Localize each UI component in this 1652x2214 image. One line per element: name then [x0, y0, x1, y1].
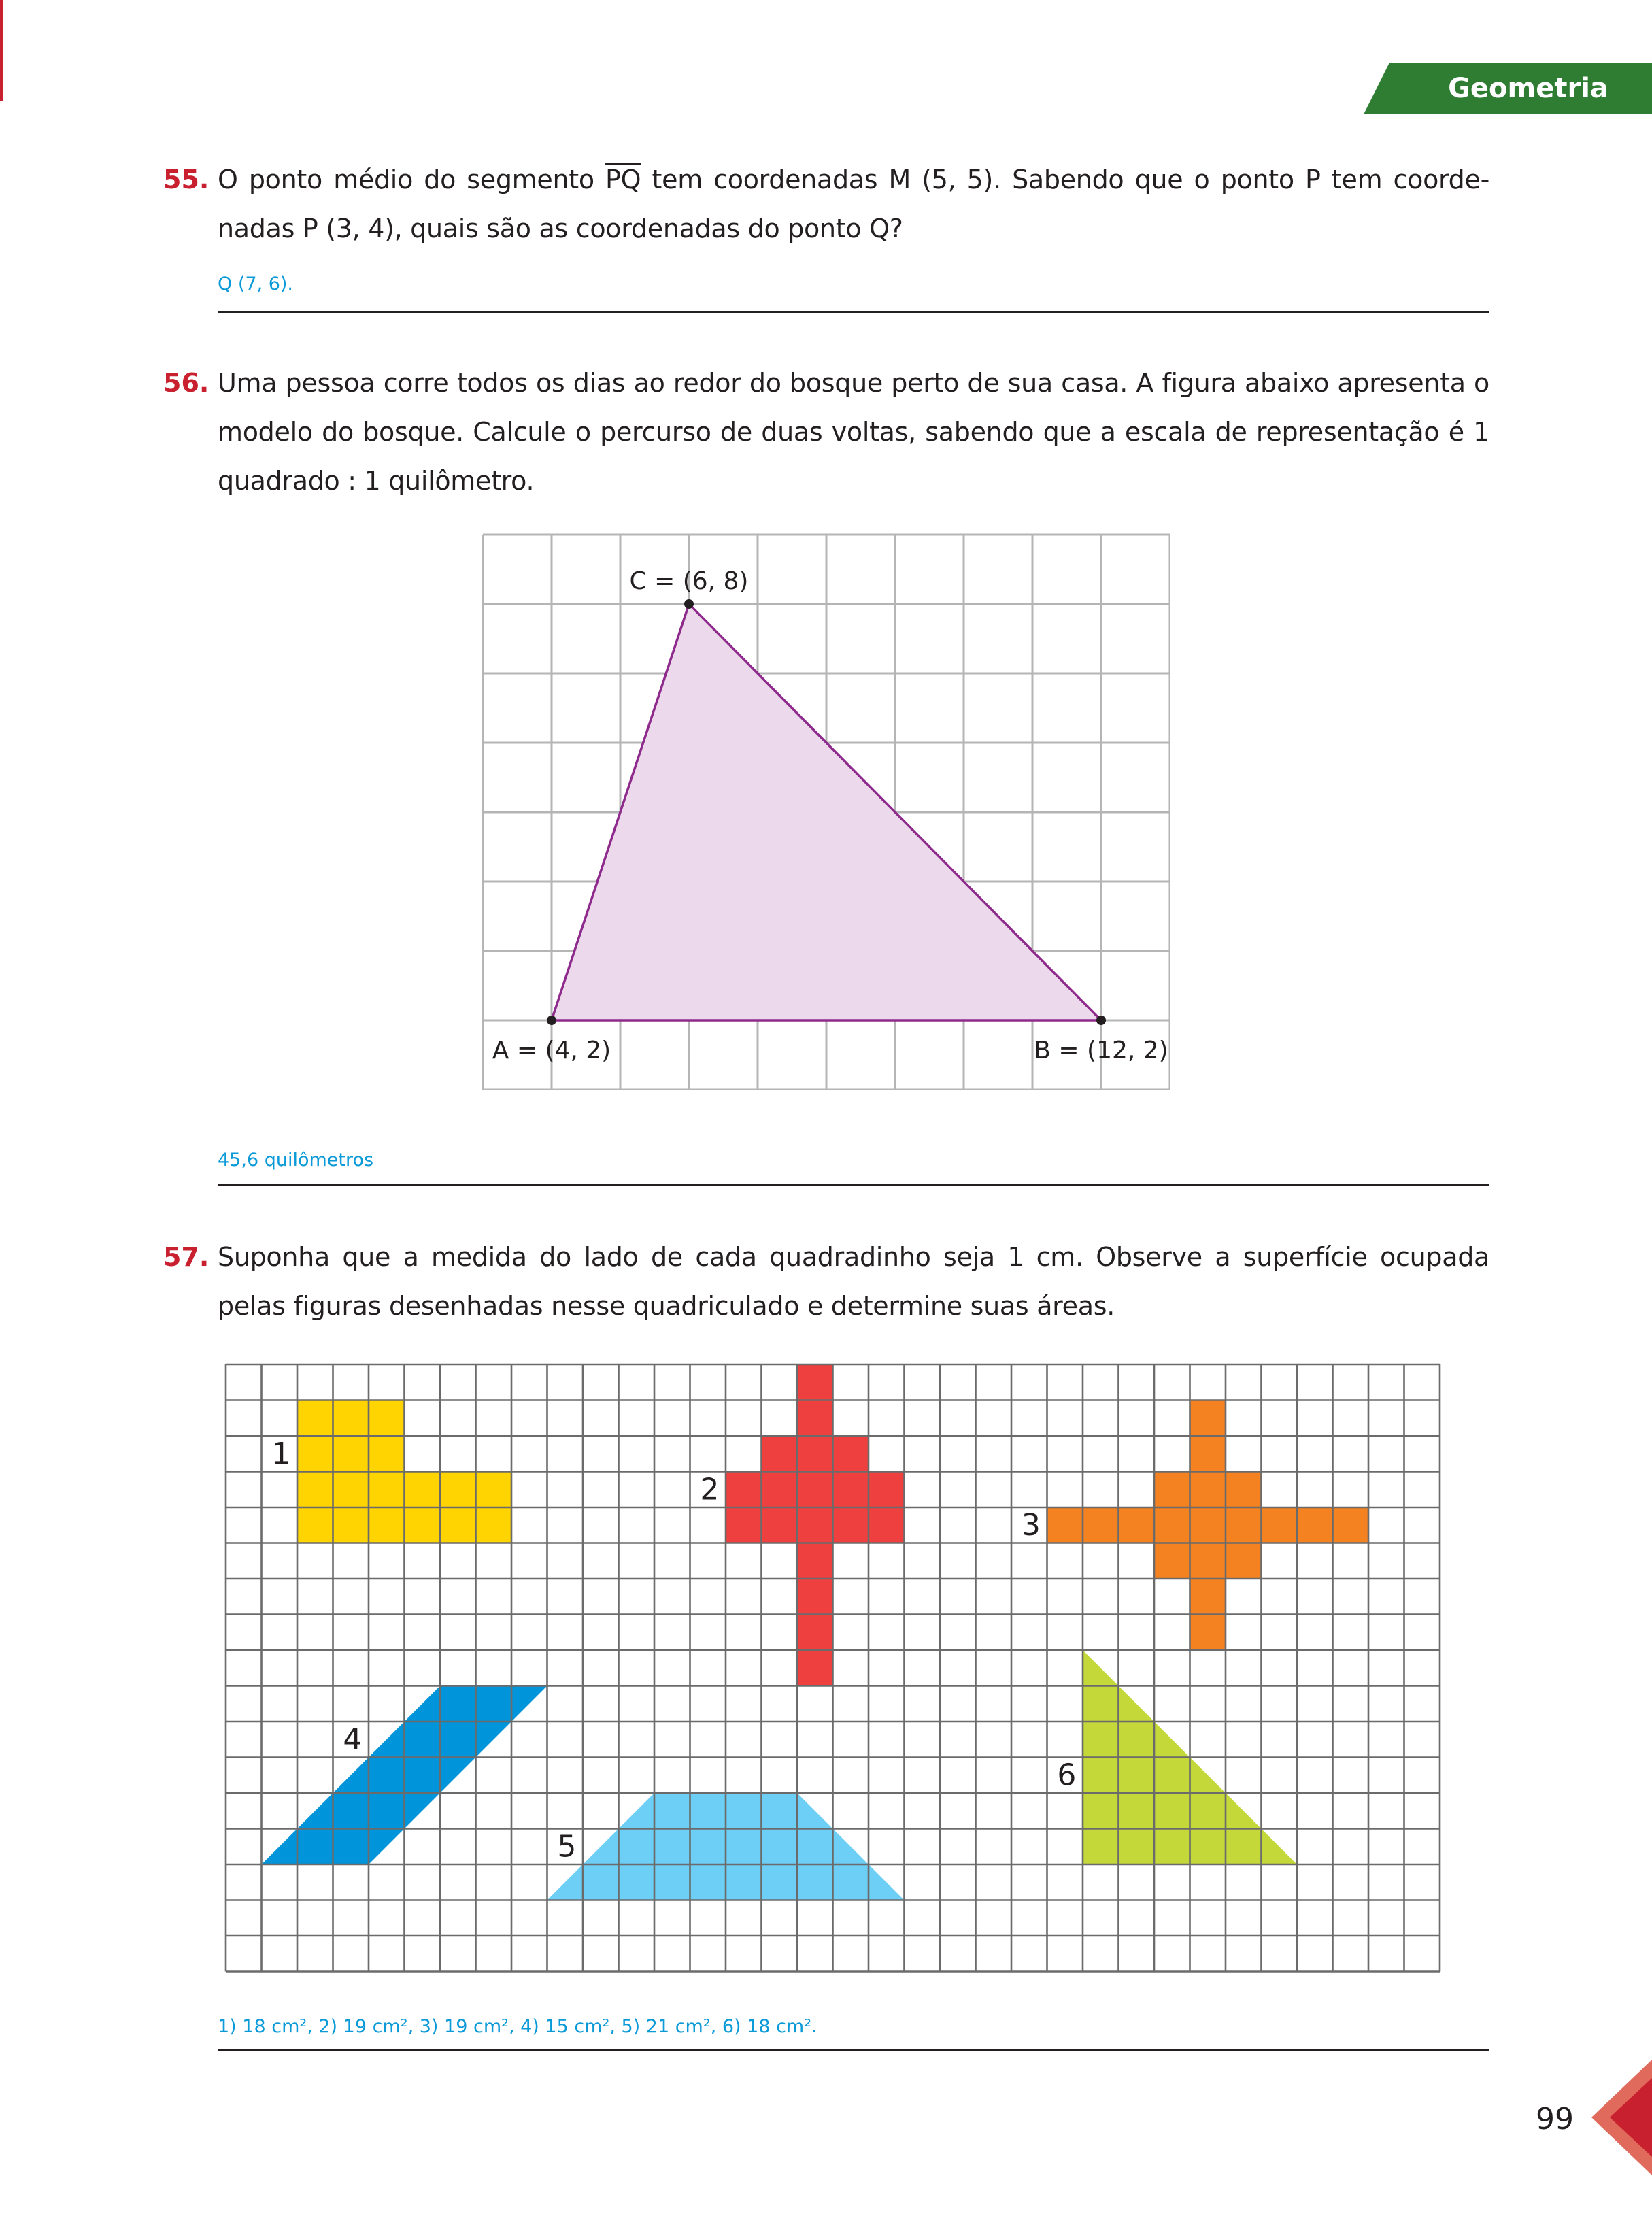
- vertex-label-b: B = (12, 2): [1034, 1037, 1168, 1064]
- section-tag-label: Geometria: [1448, 73, 1608, 104]
- question-56: [163, 358, 1489, 508]
- shape-label-6: 6: [1057, 1758, 1077, 1793]
- question-number: 56.: [163, 368, 209, 398]
- answer-55: Q (7, 6).: [218, 273, 294, 295]
- vertex-point-a: [547, 1016, 556, 1025]
- question-number: 57.: [163, 1242, 209, 1272]
- answer-56: 45,6 quilômetros: [218, 1150, 374, 1171]
- vertex-label-a: A = (4, 2): [492, 1037, 611, 1064]
- shape-label-3: 3: [1021, 1507, 1041, 1543]
- page-corner-marker: [1591, 2060, 1652, 2178]
- vertex-point-b: [1096, 1016, 1106, 1025]
- shape-label-5: 5: [557, 1829, 577, 1864]
- question-57: [163, 1232, 1489, 1335]
- area-figure: [224, 1363, 1442, 1973]
- question-text-part: tem coordenadas M (5, 5). Sabendo que o ponto P tem coorde-nadas P (3, 4), quais são as coordenadas do ponto Q?: [218, 165, 1489, 244]
- shape-3: [1047, 1400, 1369, 1651]
- triangle-grid: [482, 533, 1170, 1090]
- triangle-figure: [482, 533, 1170, 1090]
- shape-label-2: 2: [700, 1472, 720, 1507]
- vertex-point-c: [684, 599, 694, 609]
- shape-label-4: 4: [343, 1722, 363, 1757]
- divider: [218, 1184, 1489, 1186]
- question-text: Suponha que a medida do lado de cada quadradinho seja 1 cm. Observe a superfície ocupada pelas figuras desenhadas nesse quadriculado e determine suas áreas.: [218, 1242, 1489, 1321]
- question-55: [163, 155, 1489, 257]
- vertex-label-c: C = (6, 8): [629, 567, 749, 595]
- answer-57: 1) 18 cm², 2) 19 cm², 3) 19 cm², 4) 15 cm², 5) 21 cm², 6) 18 cm².: [218, 2016, 817, 2037]
- segment-label: $\overline{PQ}$: [605, 165, 641, 195]
- question-text: Uma pessoa corre todos os dias ao redor do bosque perto de sua casa. A figura abaixo apresenta o modelo do bosque. Calcule o percurso de duas voltas, sabendo que a escala de representação é 1 quadrado : 1 quilômetro.: [218, 368, 1489, 496]
- corner-diamond-icon: [1591, 2060, 1652, 2175]
- area-grid: [224, 1363, 1442, 1973]
- divider: [218, 311, 1489, 313]
- question-text: [218, 155, 1489, 253]
- divider: [218, 2049, 1489, 2051]
- shape-2: [726, 1364, 905, 1686]
- page-number: 99: [1536, 2102, 1574, 2136]
- question-text-part: O ponto médio do segmento: [218, 165, 606, 195]
- page-edge-bar: [0, 0, 3, 101]
- section-tag: [1364, 63, 1652, 114]
- question-number: 55.: [163, 165, 209, 195]
- shape-label-1: 1: [271, 1436, 291, 1471]
